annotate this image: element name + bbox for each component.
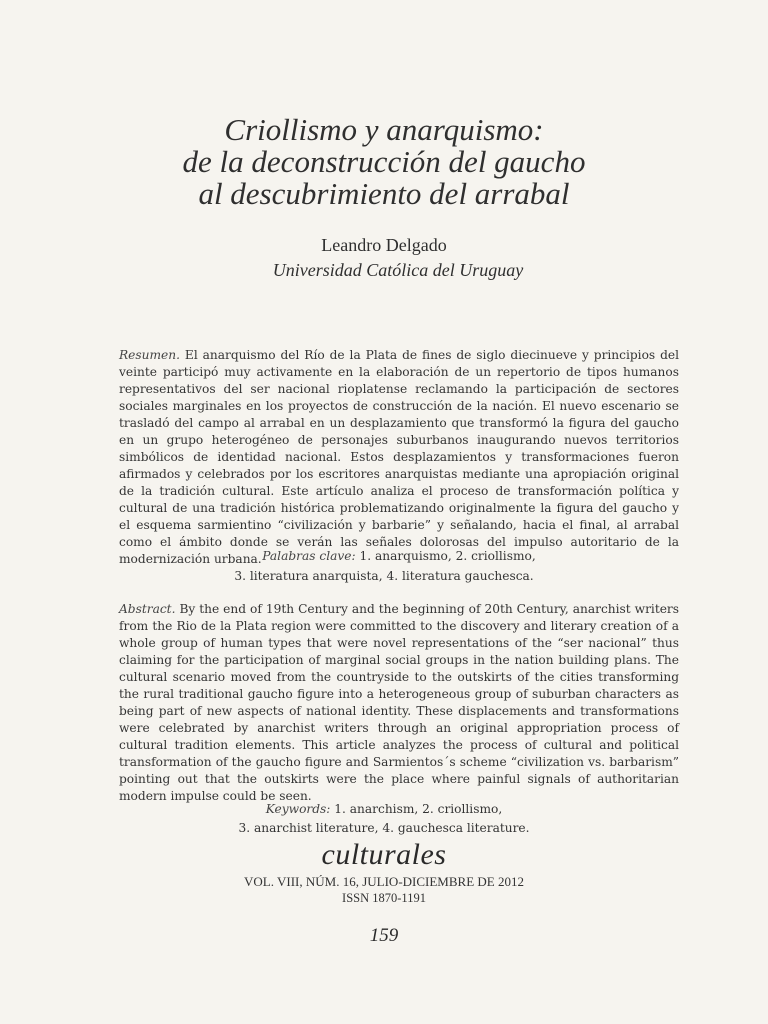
- abstract-label: Abstract.: [119, 602, 176, 616]
- journal-name: culturales: [321, 838, 447, 871]
- palabras-clave-values-1: 1. anarquismo, 2. criollismo,: [359, 549, 536, 563]
- keywords-values-1: 1. anarchism, 2. criollismo,: [334, 802, 503, 816]
- palabras-clave-line-1: [0, 548, 768, 565]
- journal-issn: ISSN 1870-1191: [342, 891, 426, 905]
- title-line-1: Criollismo y anarquismo:: [224, 112, 544, 147]
- keywords-label: Keywords:: [265, 802, 331, 816]
- author-name: Leandro Delgado: [321, 235, 447, 255]
- journal-volume: VOL. VIII, NÚM. 16, JULIO-DICIEMBRE DE 2012: [244, 874, 524, 889]
- title-line-2: de la deconstrucción del gaucho: [182, 144, 586, 179]
- abstract-paragraph: [119, 601, 679, 805]
- title-line-3: al descubrimiento del arrabal: [198, 176, 570, 211]
- author-affiliation: Universidad Católica del Uruguay: [272, 260, 524, 280]
- resumen-label: Resumen.: [119, 348, 180, 362]
- keywords-line-1: [0, 801, 768, 818]
- page-number: 159: [369, 925, 399, 946]
- palabras-clave-label: Palabras clave:: [262, 549, 356, 563]
- abstract-text: By the end of 19th Century and the beginning of 20th Century, anarchist writers from the Rio de la Plata region were committed to the discovery and literary creation of a whole group of human types that were novel representations of the “ser nacional” thus claiming for the participation of marginal social groups in the nation building plans. The cultural scenario moved from the countryside to the outskirts of the cities transforming the rural traditional gaucho figure into a heterogeneous group of suburban characters as being part of new aspects of national identity. These displacements and transformations were celebrated by anarchist writers through an original appropriation process of cultural tradition elements. This article analyzes the process of cultural and political transformation of the gaucho figure and Sarmientos´s scheme “civilization vs. barbarism” pointing out that the outskirts were the place where painful signals of authoritarian modern impulse could be seen.: [119, 602, 680, 803]
- article-title: [0, 114, 768, 210]
- palabras-clave-line-2: 3. literatura anarquista, 4. literatura gauchesca.: [234, 569, 534, 583]
- resumen-text: El anarquismo del Río de la Plata de fines de siglo diecinueve y principios del veinte participó muy activamente en la elaboración de un repertorio de tipos humanos representativos del ser nacional rioplatense reclamando la participación de sectores sociales marginales en los proyectos de construcción de la nación. El nuevo escenario se trasladó del campo al arrabal en un desplazamiento que transformó la figura del gaucho en un grupo heterogéneo de personajes suburbanos inaugurando nuevos territorios simbólicos de identidad nacional. Estos desplazamientos y transformaciones fueron afirmados y celebrados por los escritores anarquistas mediante una apropiación original de la tradición cultural. Este artículo analiza el proceso de transformación política y cultural de una tradición histórica problematizando originalmente la figura del gaucho y el esquema sarmientino “civilización y barbarie” y señalando, hacia el final, al arrabal como el ámbito donde se verán las señales dolorosas del impulso autoritario de la modernización urbana.: [119, 348, 679, 566]
- keywords-line-2: 3. anarchist literature, 4. gauchesca literature.: [238, 821, 530, 835]
- resumen-paragraph: [119, 347, 679, 568]
